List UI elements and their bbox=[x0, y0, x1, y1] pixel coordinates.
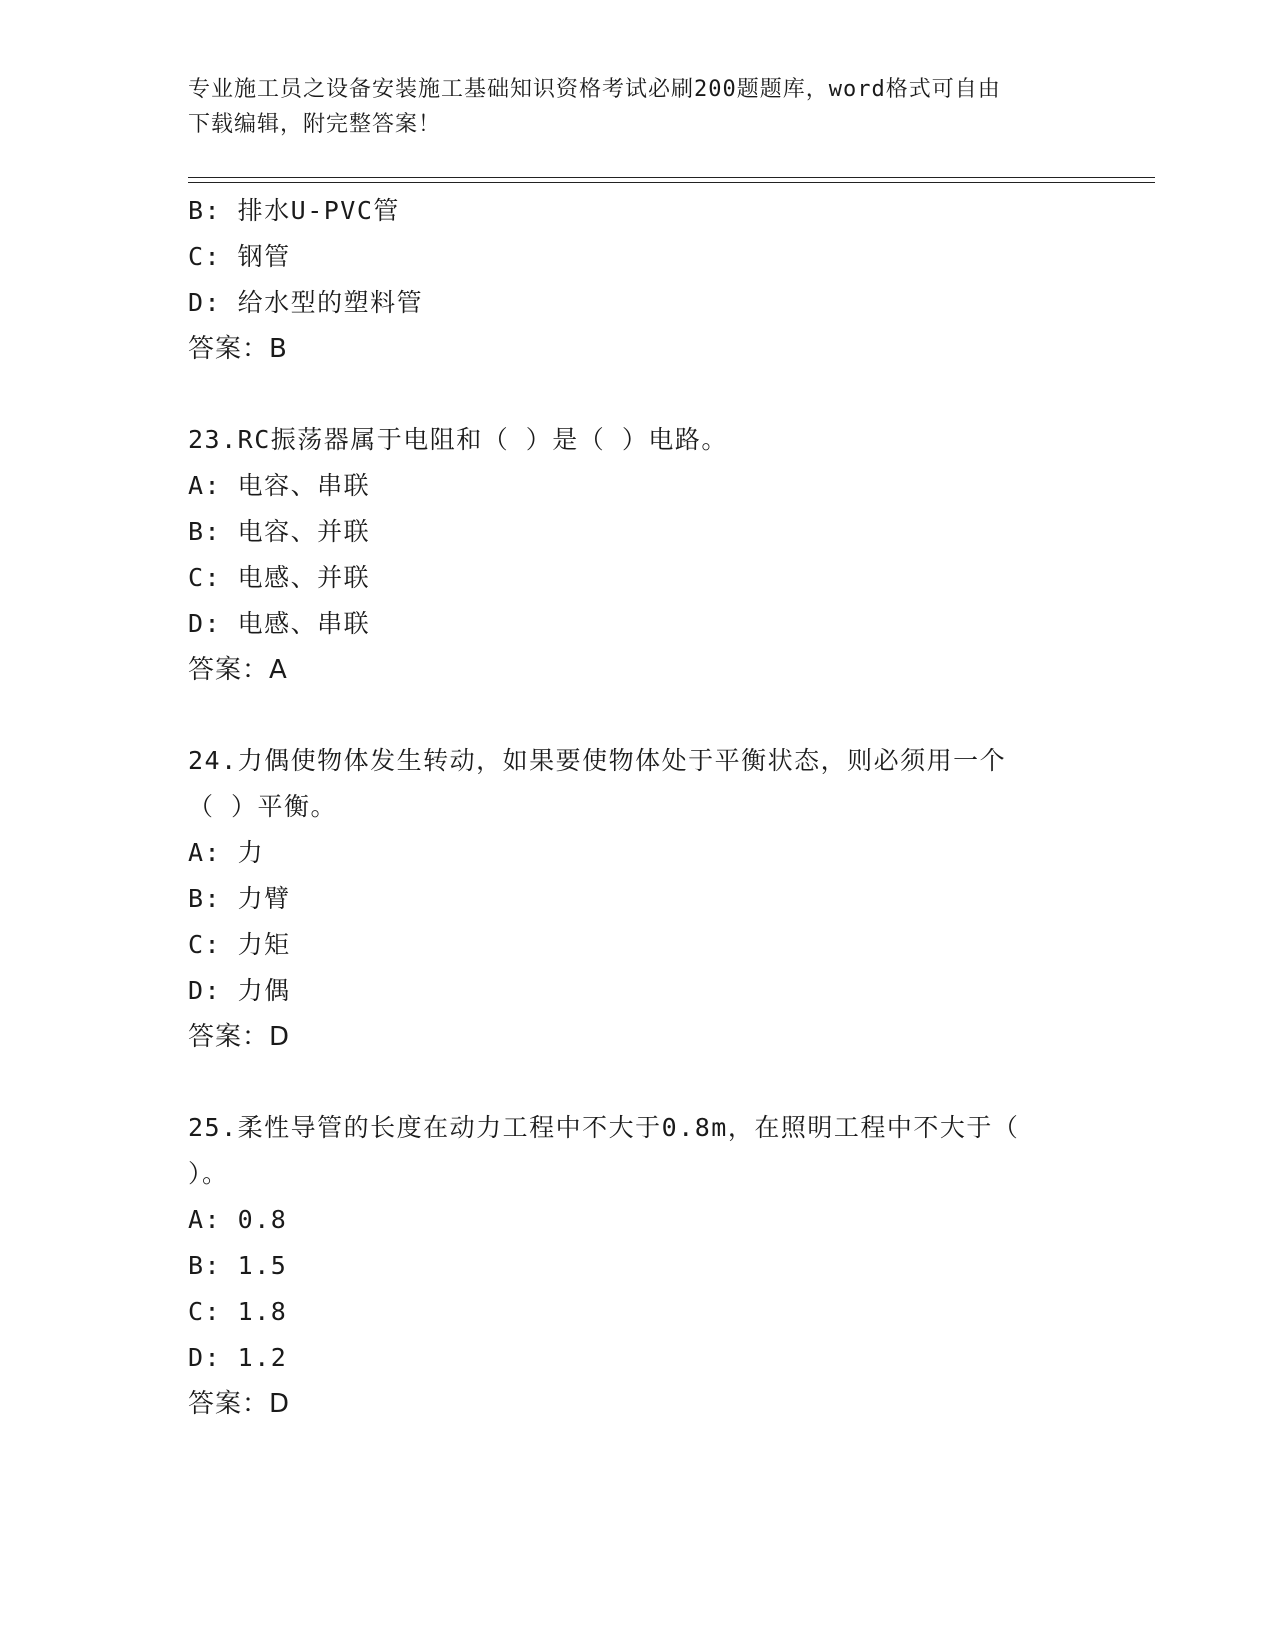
header-title-line-2: 下载编辑，附完整答案！ bbox=[188, 112, 442, 137]
question-stem: 23.RC振荡器属于电阻和（ ）是（ ）电路。 bbox=[188, 425, 728, 454]
answer: 答案：D bbox=[188, 1022, 291, 1052]
option-b: B: 电容、并联 bbox=[188, 517, 371, 546]
option-d: D: 力偶 bbox=[188, 976, 291, 1005]
option-c: C: 电感、并联 bbox=[188, 563, 371, 592]
option-c: C: 力矩 bbox=[188, 930, 291, 959]
option-d: D: 给水型的塑料管 bbox=[188, 288, 424, 317]
question-stem-line-1: 24.力偶使物体发生转动，如果要使物体处于平衡状态，则必须用一个 bbox=[188, 746, 1007, 775]
option-c: C: 1.8 bbox=[188, 1297, 288, 1326]
document-header bbox=[188, 72, 1088, 142]
answer: 答案：B bbox=[188, 334, 288, 364]
option-a: A: 电容、串联 bbox=[188, 471, 371, 500]
question-list bbox=[188, 188, 1088, 1427]
answer: 答案：A bbox=[188, 655, 288, 685]
option-b: B: 1.5 bbox=[188, 1251, 288, 1280]
question-stem-line-1: 25.柔性导管的长度在动力工程中不大于0.8m，在照明工程中不大于（ bbox=[188, 1113, 1020, 1142]
header-divider-top bbox=[188, 177, 1155, 178]
option-a: A: 0.8 bbox=[188, 1205, 288, 1234]
option-a: A: 力 bbox=[188, 838, 265, 867]
question-25 bbox=[188, 1105, 1088, 1427]
option-d: D: 1.2 bbox=[188, 1343, 288, 1372]
question-23 bbox=[188, 417, 1088, 693]
option-d: D: 电感、串联 bbox=[188, 609, 371, 638]
question-stem-line-2: （ ）平衡。 bbox=[188, 792, 338, 821]
answer: 答案：D bbox=[188, 1389, 291, 1419]
header-title-line-1: 专业施工员之设备安装施工基础知识资格考试必刷200题题库，word格式可自由 bbox=[188, 77, 1001, 102]
option-b: B: 力臂 bbox=[188, 884, 291, 913]
option-b: B: 排水U-PVC管 bbox=[188, 196, 400, 225]
question-stem-line-2: ）。 bbox=[188, 1159, 229, 1188]
question-24 bbox=[188, 738, 1088, 1060]
option-c: C: 钢管 bbox=[188, 242, 291, 271]
header-divider-bottom bbox=[188, 182, 1155, 183]
question-22-continued bbox=[188, 188, 1088, 372]
